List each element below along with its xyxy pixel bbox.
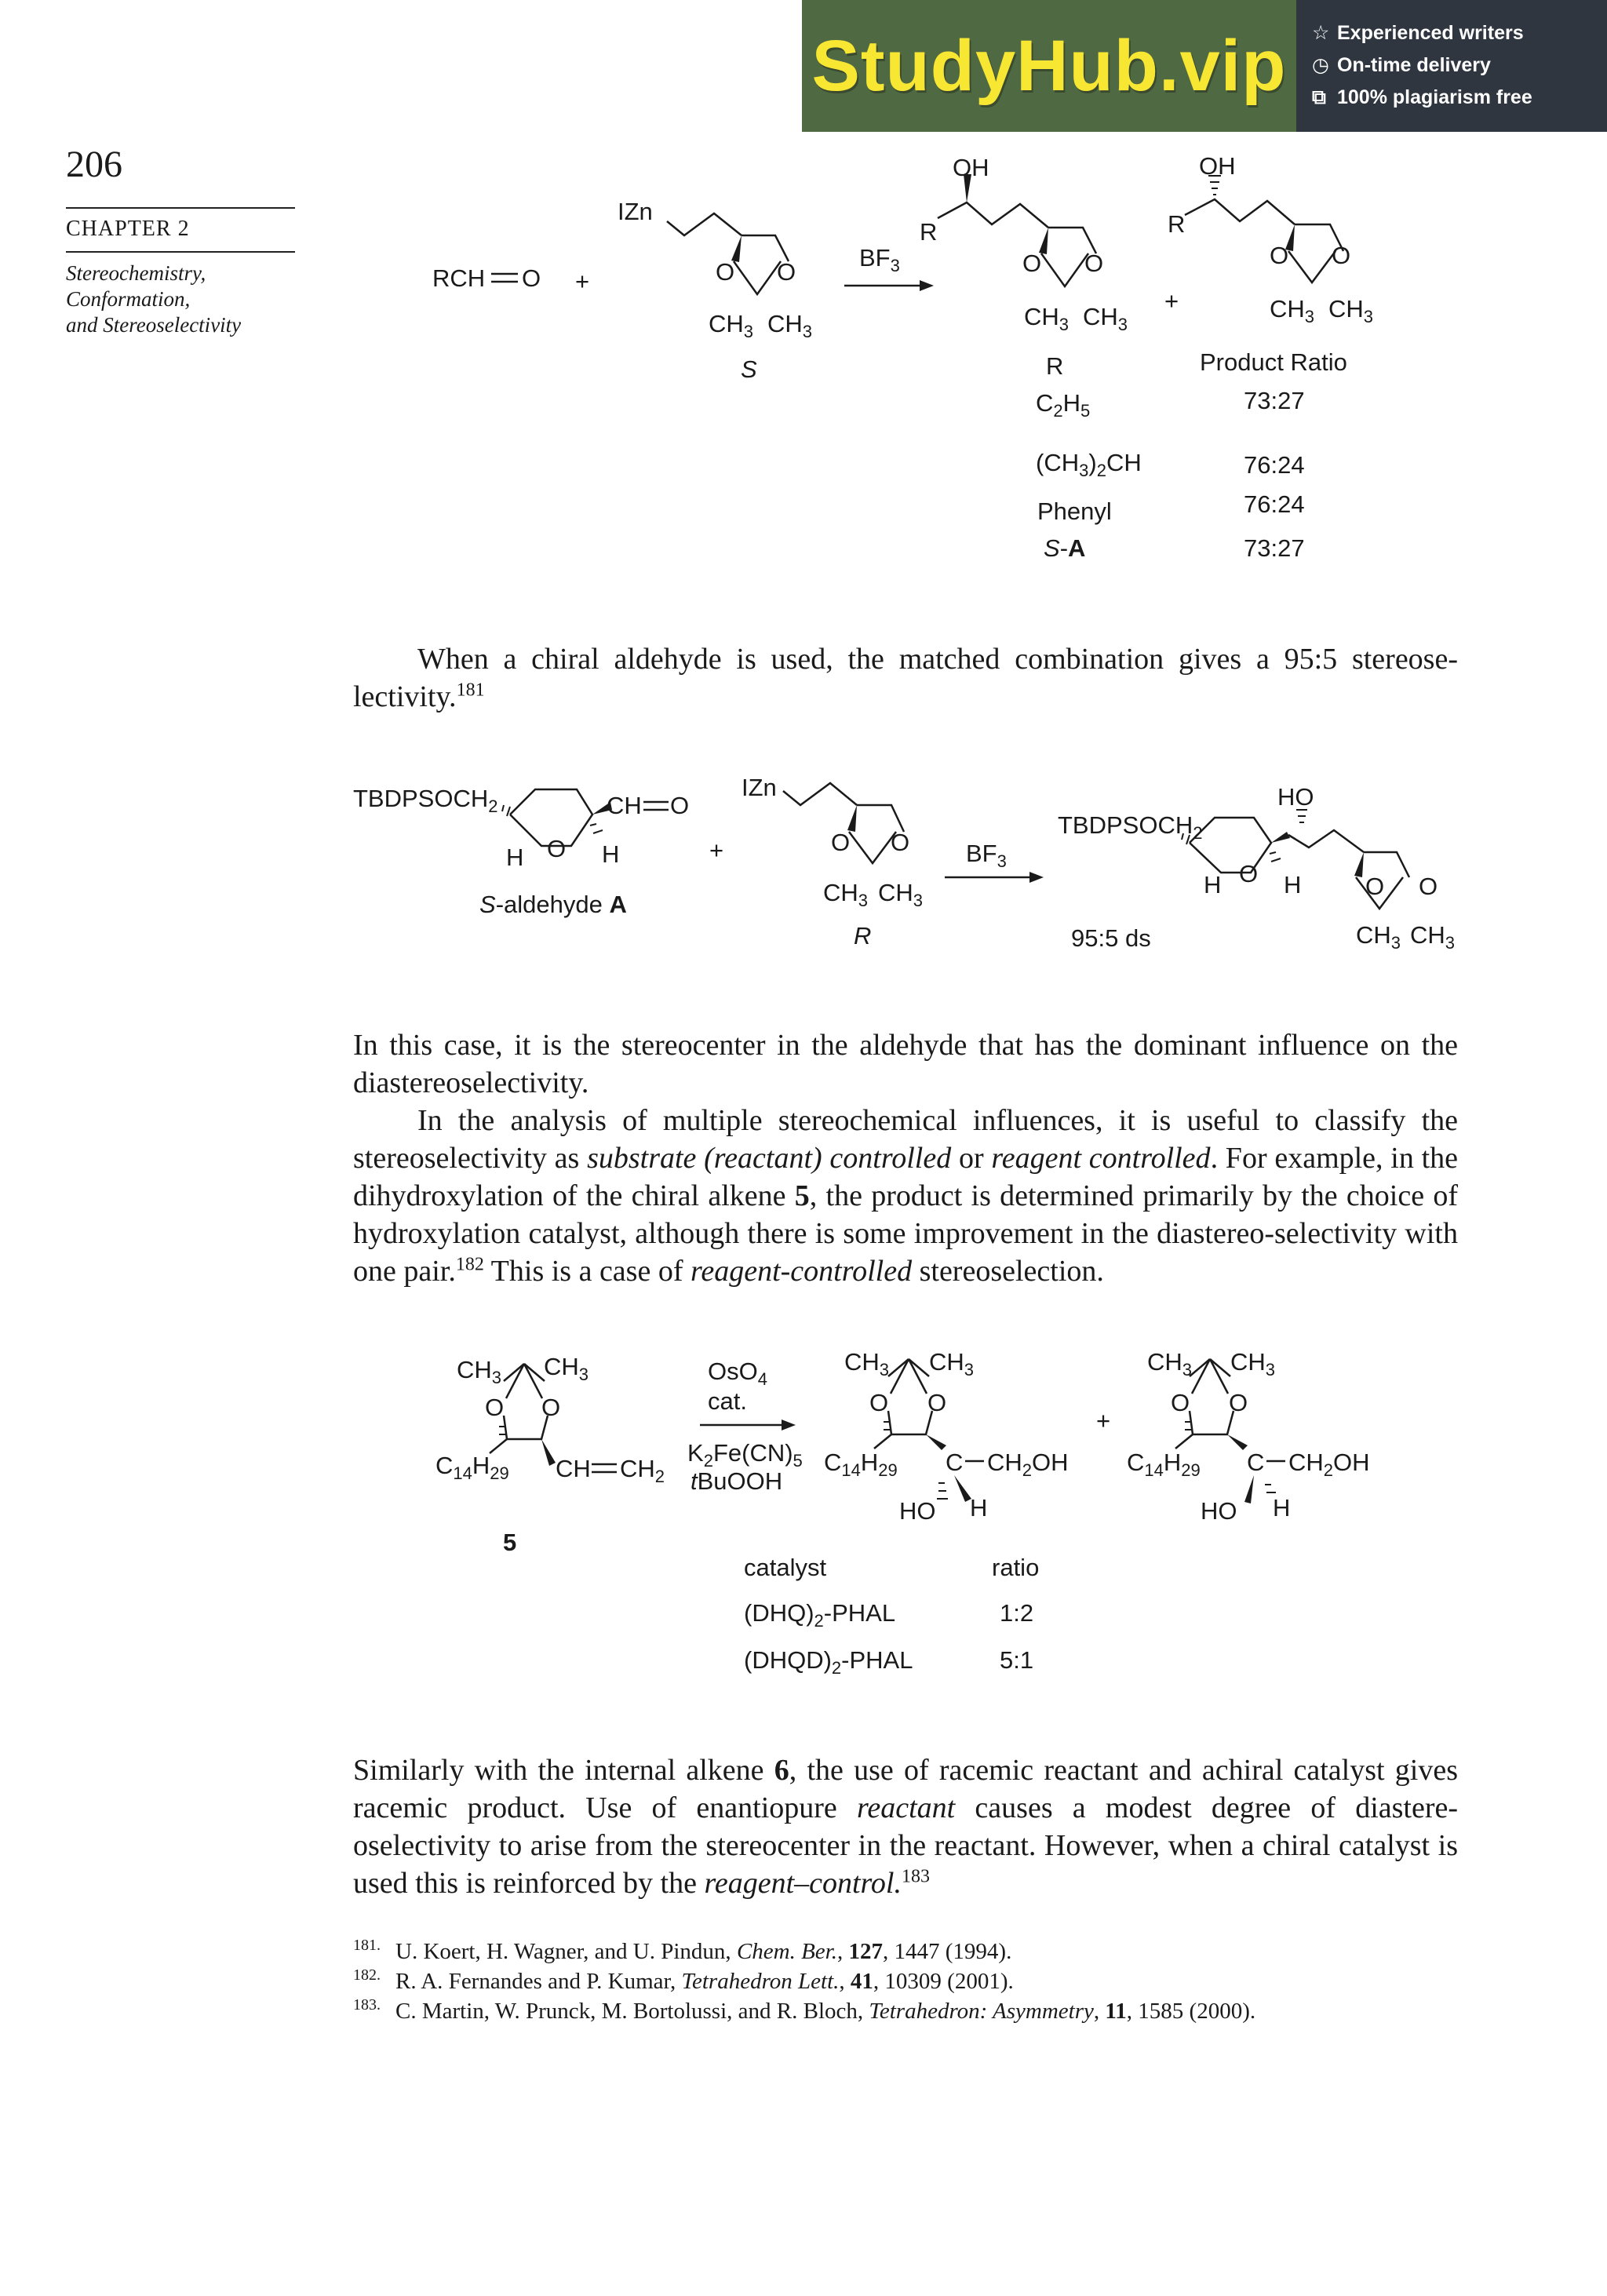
hydrogen-label: H [602,840,620,868]
running-head: Stereochemistry, Conformation, and Stereoselectivity [66,261,242,337]
ring-oxygen: O [1332,242,1351,269]
methyl-group: $CH_3$ [1024,303,1070,335]
methyl-group: $CH_3$ [457,1356,502,1388]
ring-oxygen: O [777,258,796,286]
body-paragraph: In this case, it is the stereocenter in the aldehyde that has the dominant influence on the diastereoselectivity. [353,1029,1458,1099]
ring-oxygen: O [716,258,735,286]
ring-oxygen: O [1084,250,1104,277]
table-ratio-cell: 73:27 [1244,387,1305,414]
table-catalyst-cell: $(DHQ)_2$-PHAL [744,1599,896,1631]
chapter-label: CHAPTER 2 [66,217,190,241]
catalyst-note: cat. [708,1387,747,1415]
body-paragraph: Similarly with the internal alkene 6, the use of racemic reactant and achiral catalyst gives racemic product. Use of enantiopure reactant causes a modest degree of diastere-oselectivity to arise from the stereocenter in the reactant. However, when a chiral catalyst is used this is reinforced by the reagent–control.$^{183}$ [353,1754,1458,1900]
table-ratio-cell: 76:24 [1244,451,1305,479]
copy-icon: ⧉ [1312,86,1326,108]
methyl-group: $CH_3$ [1147,1348,1193,1380]
hydrogen-label: H [1284,871,1302,898]
table-ratio-cell: 73:27 [1244,534,1305,562]
formyl-group: CH [607,792,642,819]
table-catalyst-cell: $(DHQD)_2$-PHAL [744,1646,913,1678]
brand-name: StudyHub.vip [811,25,1287,106]
tbdps-group: $TBDPSOCH_2$ [353,785,498,817]
hydroxyl-label: HO [1201,1497,1237,1525]
reagent-label: $BF_3$ [966,840,1007,872]
hydrogen-label: H [506,844,524,871]
hydroxyl-label: HO [1277,783,1314,811]
hydrogen-label: H [1204,871,1222,898]
carbon-label: C [1247,1449,1265,1476]
clock-icon: ◷ [1312,54,1329,76]
r-group-label: R [1168,210,1186,238]
footnote: $^{183.}$ C. Martin, W. Prunck, M. Bortolussi, and R. Bloch, Tetrahedron: Asymmetry, 11, 1585 (2000). [353,1996,1256,2024]
methyl-group: $CH_3$ [823,879,869,911]
aldehyde-label: S-aldehyde A [479,891,627,918]
ring-oxygen: O [1022,250,1042,277]
methyl-group: $CH_3$ [1083,303,1128,335]
compound-number: 5 [503,1529,517,1556]
methyl-group: $CH_3$ [1356,921,1401,953]
table-r-cell: S-A [1044,534,1086,562]
hydroxyl-label: HO [899,1497,936,1525]
alkyl-chain: $C_{14}H_{29}$ [435,1452,509,1484]
methyl-group: $CH_3$ [929,1348,975,1380]
hydrogen-label: H [1273,1494,1291,1522]
table-r-cell: Phenyl [1037,497,1112,525]
body-paragraph: In the analysis of multiple stereochemical influences, it is useful to classify the stereoselectivity as substrate (reactant) controlled or reagent controlled. For example, in the dihydroxylation of the chiral alkene 5, the product is determined primarily by the choice of hydroxylation catalyst, although there is some improvement in the diastereo-selectivity with one pair.$^{182}$ This is a case of reagent-controlled stereoselection. [353,1104,1459,1288]
table-ratio-cell: 5:1 [1000,1646,1034,1674]
hydroxymethyl-group: $CH_2OH$ [1288,1449,1370,1481]
methyl-group: $CH_3$ [1270,295,1315,327]
table-header-r: R [1046,352,1064,380]
alkyl-chain: $C_{14}H_{29}$ [824,1449,898,1481]
ring-oxygen: O [891,829,910,856]
oxidant-label: tBuOOH [691,1467,783,1495]
alkyl-chain: $C_{14}H_{29}$ [1127,1449,1201,1481]
footnote: $^{181.}$ U. Koert, H. Wagner, and U. Pindun, Chem. Ber., 127, 1447 (1994). [353,1937,1012,1964]
perk-item: ☆ Experienced writers [1296,17,1607,49]
aldehyde-oxygen: O [522,264,541,292]
ring-oxygen: O [1239,860,1259,887]
page-number: 206 [66,144,122,185]
table-ratio-cell: 76:24 [1244,490,1305,518]
plus-sign: + [575,268,590,295]
table-header-ratio: ratio [992,1554,1040,1581]
plus-sign: + [1164,287,1179,315]
ring-oxygen: O [485,1394,505,1421]
methyl-group: $CH_3$ [544,1353,589,1385]
star-icon: ☆ [1312,22,1330,44]
methyl-group: $CH_3$ [844,1348,890,1380]
perk-item: ◷ On-time delivery [1296,49,1607,82]
carbon-label: C [946,1449,964,1476]
table-ratio-cell: 1:2 [1000,1599,1034,1627]
config-label: R [854,922,872,949]
ring-oxygen: O [1171,1389,1190,1416]
formyl-oxygen: O [670,792,690,819]
table-header-catalyst: catalyst [744,1554,827,1581]
methyl-group: $CH_3$ [1410,921,1456,953]
selectivity-label: 95:5 ds [1071,924,1151,952]
reagent-label: OsO$_4$ [708,1358,767,1390]
body-paragraph: When a chiral aldehyde is used, the matched combination gives a 95:5 stereose-lectivity.$^{181}$ [353,643,1458,713]
ring-oxygen: O [869,1389,889,1416]
perk-item: ⧉ 100% plagiarism free [1296,82,1607,114]
methyl-group: $CH_3$ [709,310,754,342]
ring-oxygen: O [1270,242,1289,269]
methyl-group: $CH_3$ [767,310,813,342]
methyl-group: $CH_3$ [878,879,924,911]
r-group-label: R [920,218,938,246]
methyl-group: $CH_3$ [1328,295,1374,327]
oxidant-label: $K_2Fe(CN)_5$ [687,1439,803,1471]
ring-oxygen: O [1229,1389,1248,1416]
reagent-metal: IZn [742,774,777,801]
aldehyde-formula: RCH [432,264,486,292]
config-label: S [741,355,757,383]
footnote: $^{182.}$ R. A. Fernandes and P. Kumar, Tetrahedron Lett., 41, 10309 (2001). [353,1966,1014,1994]
ring-oxygen: O [1365,873,1385,900]
vinyl-group-end: $CH_2$ [620,1455,665,1487]
ring-oxygen: O [1419,873,1438,900]
ring-oxygen: O [541,1394,561,1421]
ring-oxygen: O [547,835,567,862]
methyl-group: $CH_3$ [1230,1348,1276,1380]
reagent-label: $BF_3$ [859,244,900,276]
tbdps-group: $TBDPSOCH_2$ [1058,811,1203,844]
ring-oxygen: O [831,829,851,856]
hydroxyl-label: OH [1199,152,1236,180]
plus-sign: + [709,836,724,864]
hydroxymethyl-group: $CH_2OH$ [987,1449,1069,1481]
ring-oxygen: O [927,1389,947,1416]
table-header-ratio: Product Ratio [1200,348,1347,376]
table-r-cell: $C_2H_5$ [1036,389,1091,421]
table-r-cell: $(CH_3)_2CH$ [1036,449,1142,481]
hydroxyl-label: OH [953,154,989,181]
vinyl-group: CH [556,1455,591,1482]
plus-sign: + [1096,1407,1111,1434]
reagent-metal: IZn [618,198,653,225]
hydrogen-label: H [970,1494,988,1522]
